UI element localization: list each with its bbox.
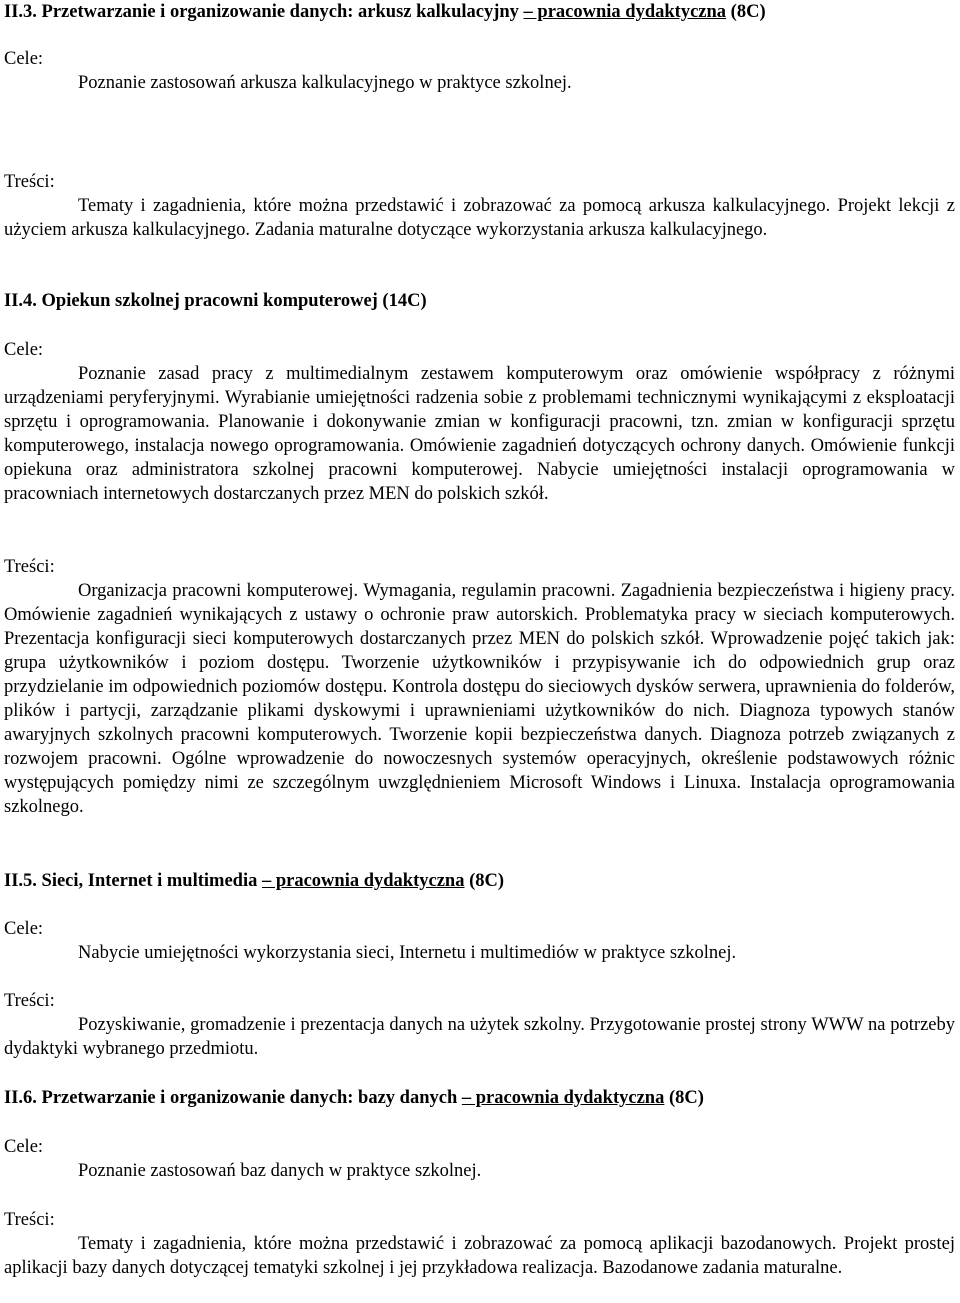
section-heading-ii4 xyxy=(4,289,427,313)
section-number: II.5 xyxy=(4,871,33,891)
tresci-text: Pozyskiwanie, gromadzenie i prezentacja danych na użytek szkolny. Przygotowanie prostej strony WWW na potrzeby dydaktyki wybranego przedmiotu. xyxy=(4,1015,955,1059)
cele-label: Cele: xyxy=(4,340,44,360)
section-number: II.3 xyxy=(4,2,33,22)
tresci-text: Tematy i zagadnienia, które można przedstawić i zobrazować za pomocą aplikacji bazodanowych. Projekt prostej aplikacji bazy danych dotyczącej tematyki szkolnej i jej przykładowa realizacja. Bazodanowe zadania maturalne. xyxy=(4,1234,955,1278)
section-heading-ii3 xyxy=(4,0,766,24)
cele-label: Cele: xyxy=(4,919,44,939)
cele-text: Poznanie zastosowań arkusza kalkulacyjnego w praktyce szkolnej. xyxy=(78,73,572,93)
section-title: . Przetwarzanie i organizowanie danych: arkusz kalkulacyjny – pracownia dydaktyczna (8C) xyxy=(32,2,766,22)
section-number: II.4 xyxy=(4,291,33,311)
cele-text: Nabycie umiejętności wykorzystania sieci, Internetu i multimediów w praktyce szkolnej. xyxy=(78,943,737,963)
section-title: . Przetwarzanie i organizowanie danych: bazy danych – pracownia dydaktyczna (8C) xyxy=(32,1088,704,1108)
tresci-label: Treści: xyxy=(4,557,55,577)
section-heading-ii5 xyxy=(4,869,504,893)
section-number: II.6 xyxy=(4,1088,33,1108)
tresci-label: Treści: xyxy=(4,991,55,1011)
tresci-text: Tematy i zagadnienia, które można przedstawić i zobrazować za pomocą arkusza kalkulacyjnego. Projekt lekcji z użyciem arkusza kalkulacyjnego. Zadania maturalne dotyczące wykorzystania arkusza kalkulacyjnego. xyxy=(4,196,955,240)
tresci-text: Organizacja pracowni komputerowej. Wymagania, regulamin pracowni. Zagadnienia bezpieczeństwa i higieny pracy. Omówienie zagadnień wynikających z ustawy o ochronie praw autorskich. Problematyka pracy w sieciach komputerowych. Prezentacja konfiguracji sieci komputerowych dostarczanych przez MEN do polskich szkół. Wprowadzenie pojęć takich jak: grupa użytkowników i poziom dostępu. Tworzenie użytkowników i przypisywanie ich do odpowiednich grup oraz przydzielanie im odpowiednich poziomów dostępu. Kontrola dostępu do sieciowych dysków serwera, uprawnienia do folderów, plików i partycji, zarządzanie plikami dyskowymi i uprawnieniami użytkowników do nich. Diagnoza typowych stanów awaryjnych szkolnych pracowni komputerowych. Tworzenie kopii bezpieczeństwa danych. Diagnoza potrzeb związanych z rozwojem pracowni. Ogólne wprowadzenie do nowoczesnych systemów operacyjnych, określenie podstawowych różnic występujących pomiędzy nimi ze szczególnym uwzględnieniem Microsoft Windows i Linuxa. Instalacja oprogramowania szkolnego. xyxy=(4,581,955,817)
cele-label: Cele: xyxy=(4,1137,44,1157)
section-heading-ii6 xyxy=(4,1086,704,1110)
section-title: . Opiekun szkolnej pracowni komputerowej (14C) xyxy=(32,291,427,311)
tresci-label: Treści: xyxy=(4,1210,55,1230)
cele-text: Poznanie zastosowań baz danych w praktyce szkolnej. xyxy=(78,1161,482,1181)
tresci-label: Treści: xyxy=(4,172,55,192)
section-title: . Sieci, Internet i multimedia – pracownia dydaktyczna (8C) xyxy=(32,871,505,891)
cele-text: Poznanie zasad pracy z multimedialnym zestawem komputerowym oraz omówienie współpracy z różnymi urządzeniami peryferyjnymi. Wyrabianie umiejętności radzenia sobie z problemami technicznymi wynikającymi z eksploatacji sprzętu i oprogramowania. Planowanie i dokonywanie zmian w konfiguracji pracowni, tzn. zmian w konfiguracji sprzętu komputerowego, instalacja nowego oprogramowania. Omówienie zagadnień dotyczących ochrony danych. Omówienie funkcji opiekuna oraz administratora szkolnej pracowni komputerowej. Nabycie umiejętności instalacji oprogramowania w pracowniach internetowych dostarczanych przez MEN do polskich szkół. xyxy=(4,364,955,504)
cele-label: Cele: xyxy=(4,49,44,69)
